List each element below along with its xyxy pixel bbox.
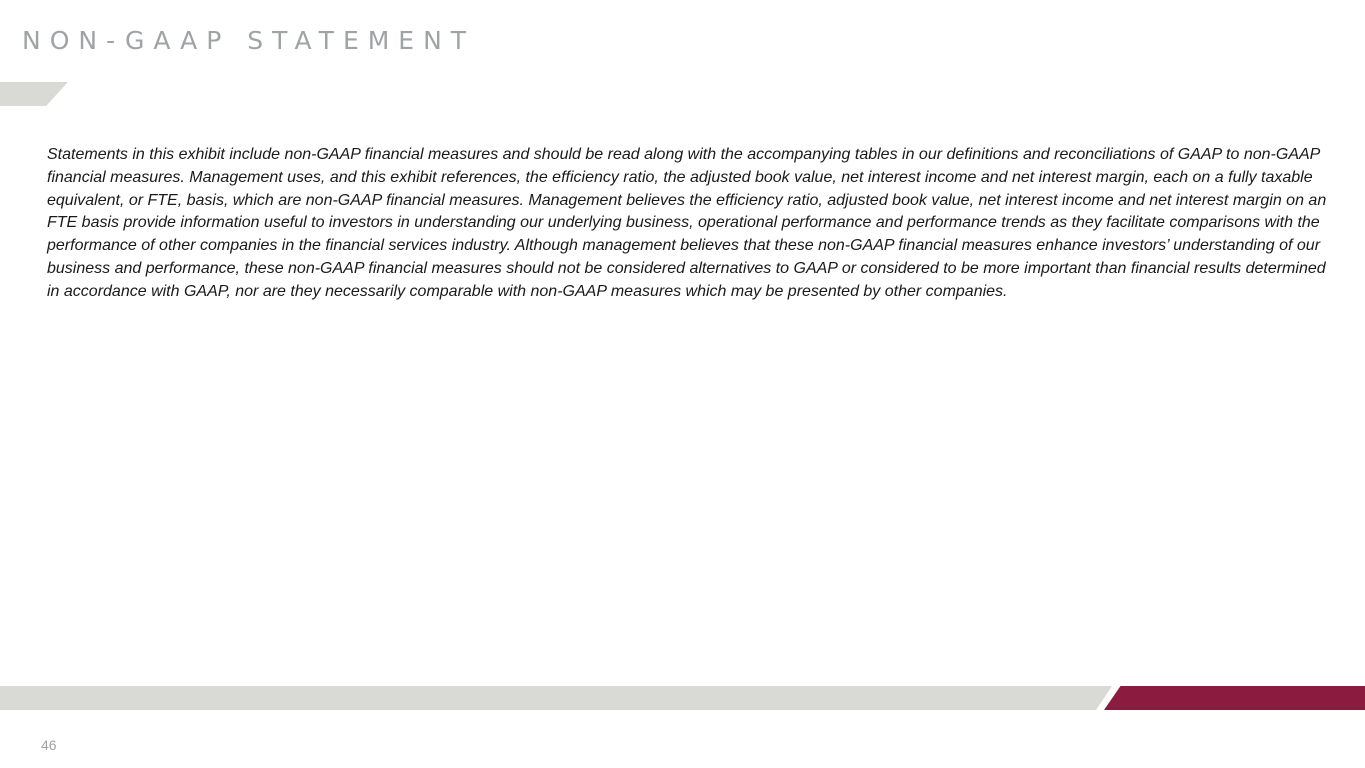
non-gaap-statement-text: Statements in this exhibit include non-GAAP financial measures and should be read along with the accompanying tables in our definitions and reconciliations of GAAP to non-GAAP financial measures. Management uses, and this exhibit references, the efficiency ratio, the adjusted book value, net interest income and net interest margin, each on a fully taxable equivalent, or FTE, basis, which are non-GAAP financial measures. Management believes the efficiency ratio, adjusted book value, net interest income and net interest margin on an FTE basis provide information useful to investors in understanding our underlying business, operational performance and performance trends as they facilitate comparisons with the performance of other companies in the financial services industry. Although management believes that these non-GAAP financial measures enhance investors’ understanding of our business and performance, these non-GAAP financial measures should not be considered alternatives to GAAP or considered to be more important than financial results determined in accordance with GAAP, nor are they necessarily comparable with non-GAAP measures which may be presented by other companies. [47,146,1327,300]
title-accent-shape [0,82,68,106]
footer-bar-gray [0,686,1112,710]
slide-title: NON-GAAP STATEMENT [22,26,476,55]
footer-bar [0,686,1365,710]
page-number: 46 [41,737,57,753]
footer-bar-maroon [1104,686,1365,710]
